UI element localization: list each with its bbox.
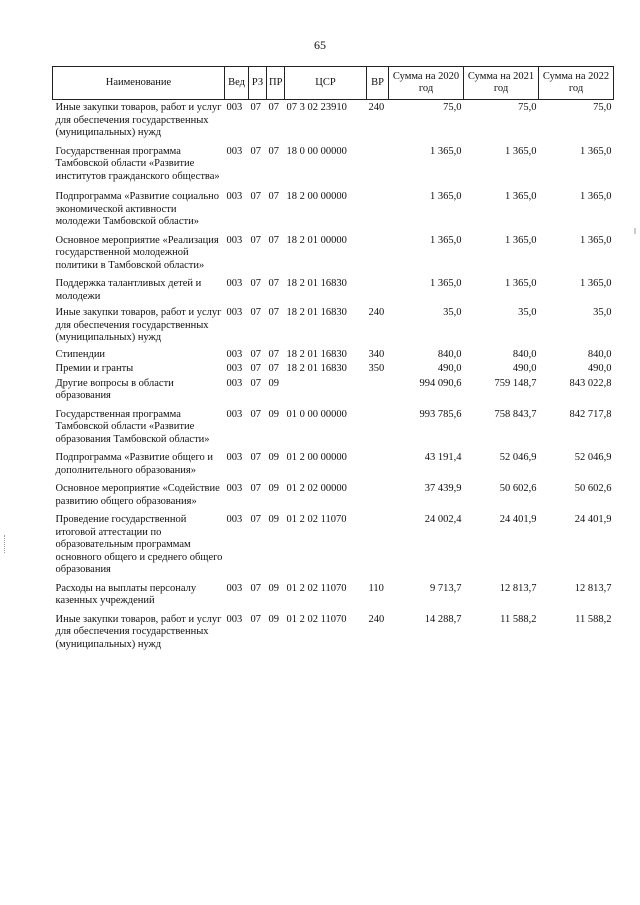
cell-sum-2022: 1 365,0 xyxy=(580,191,612,202)
header-pr: ПР xyxy=(267,67,285,100)
header-ved: Вед xyxy=(225,67,249,100)
cell-sum-2022: 24 401,9 xyxy=(574,514,612,525)
cell-name: Поддержка талантливых детей и молодежи xyxy=(55,278,202,302)
cell-rz: 07 xyxy=(250,408,261,420)
cell-sum-2020: 43 191,4 xyxy=(424,452,462,463)
table-row xyxy=(53,376,614,403)
cell-sum-2020: 75,0 xyxy=(443,102,462,113)
cell-sum-2021: 35,0 xyxy=(518,307,537,318)
cell-vr xyxy=(367,183,389,229)
cell-csr: 01 2 02 11070 xyxy=(286,582,347,594)
table-row xyxy=(53,477,614,508)
cell-vr xyxy=(367,229,389,273)
cell-csr: 01 0 00 00000 xyxy=(286,408,347,420)
cell-sum-2020: 490,0 xyxy=(437,363,462,374)
cell-rz: 07 xyxy=(250,145,261,157)
cell-name: Подпрограмма «Развитие социально экономической активности молодежи Тамбовской области» xyxy=(55,191,219,227)
cell-name: Иные закупки товаров, работ и услуг для обеспечения государственных (муниципальных) нужд xyxy=(55,307,222,343)
cell-pr: 09 xyxy=(268,408,279,420)
cell-sum-2020: 1 365,0 xyxy=(430,191,462,202)
cell-name: Государственная программа Тамбовской области «Развитие образования Тамбовской области» xyxy=(55,408,210,445)
cell-sum-2020: 14 288,7 xyxy=(424,613,462,625)
cell-csr: 01 2 02 11070 xyxy=(286,514,347,525)
cell-csr: 18 2 00 00000 xyxy=(286,191,347,202)
cell-sum-2022: 11 588,2 xyxy=(575,613,612,625)
table-row xyxy=(53,508,614,577)
cell-sum-2022: 1 365,0 xyxy=(580,145,612,157)
cell-sum-2020: 1 365,0 xyxy=(430,145,462,157)
cell-csr: 18 2 01 16830 xyxy=(286,348,347,360)
cell-sum-2021: 50 602,6 xyxy=(499,483,537,494)
cell-pr: 09 xyxy=(268,483,279,494)
cell-rz: 07 xyxy=(250,234,261,246)
cell-sum-2022: 52 046,9 xyxy=(574,452,612,463)
cell-sum-2020: 994 090,6 xyxy=(419,377,462,389)
cell-name: Подпрограмма «Развитие общего и дополнительного образования» xyxy=(55,452,214,476)
cell-sum-2021: 1 365,0 xyxy=(505,234,537,246)
table-row xyxy=(53,272,614,303)
cell-rz: 07 xyxy=(250,613,261,625)
cell-csr: 18 0 00 00000 xyxy=(286,145,347,157)
cell-sum-2021: 490,0 xyxy=(512,363,537,374)
cell-ved: 003 xyxy=(226,278,243,289)
cell-csr: 18 2 01 16830 xyxy=(286,307,347,318)
cell-name: Основное мероприятие «Реализация государственной молодежной политики в Тамбовской области» xyxy=(55,234,219,271)
table-row xyxy=(53,446,614,477)
cell-rz: 07 xyxy=(250,348,261,360)
cell-csr: 18 2 01 00000 xyxy=(286,234,347,246)
cell-pr: 09 xyxy=(268,613,279,625)
cell-vr: 240 xyxy=(368,102,385,113)
cell-ved: 003 xyxy=(226,452,243,463)
cell-ved: 003 xyxy=(226,408,243,420)
cell-name: Иные закупки товаров, работ и услуг для обеспечения государственных (муниципальных) нужд xyxy=(55,102,222,138)
cell-sum-2021: 24 401,9 xyxy=(499,514,537,525)
cell-vr: 340 xyxy=(368,348,385,360)
cell-sum-2022: 1 365,0 xyxy=(580,278,612,289)
cell-csr: 01 2 02 11070 xyxy=(286,613,347,625)
cell-ved: 003 xyxy=(226,363,243,374)
cell-ved: 003 xyxy=(226,348,243,360)
cell-vr xyxy=(367,403,389,447)
cell-sum-2021: 52 046,9 xyxy=(499,452,537,463)
cell-rz: 07 xyxy=(250,582,261,594)
cell-name: Государственная программа Тамбовской области «Развитие институтов гражданского общества» xyxy=(55,145,220,182)
cell-sum-2021: 75,0 xyxy=(518,102,537,113)
table-row xyxy=(53,403,614,447)
cell-sum-2022: 12 813,7 xyxy=(574,582,612,594)
cell-csr: 01 2 02 00000 xyxy=(286,483,347,494)
cell-name: Основное мероприятие «Содействие развитию общего образования» xyxy=(55,483,220,507)
table-header-row xyxy=(53,67,614,100)
header-vr: ВР xyxy=(367,67,389,100)
cell-ved: 003 xyxy=(226,191,243,202)
cell-sum-2022: 35,0 xyxy=(593,307,612,318)
header-sum-2022: Сумма на 2022 год xyxy=(539,67,614,100)
cell-sum-2022: 50 602,6 xyxy=(574,483,612,494)
margin-mark xyxy=(4,535,8,553)
cell-sum-2020: 993 785,6 xyxy=(419,408,462,420)
scan-artifact xyxy=(634,228,636,234)
cell-vr: 240 xyxy=(368,307,385,318)
cell-sum-2020: 35,0 xyxy=(443,307,462,318)
page-number: 65 xyxy=(314,38,326,52)
cell-pr: 07 xyxy=(268,278,279,289)
cell-sum-2021: 1 365,0 xyxy=(505,145,537,157)
cell-pr: 09 xyxy=(268,377,279,389)
cell-sum-2020: 840,0 xyxy=(437,348,462,360)
cell-ved: 003 xyxy=(226,613,243,625)
cell-name: Стипендии xyxy=(55,348,106,360)
cell-ved: 003 xyxy=(226,483,243,494)
cell-name: Другие вопросы в области образования xyxy=(55,377,174,401)
cell-rz: 07 xyxy=(250,307,261,318)
cell-vr xyxy=(367,376,389,403)
cell-ved: 003 xyxy=(226,307,243,318)
budget-table xyxy=(52,66,614,651)
cell-sum-2022: 842 717,8 xyxy=(569,408,612,420)
cell-sum-2021: 11 588,2 xyxy=(500,613,537,625)
cell-sum-2022: 75,0 xyxy=(593,102,612,113)
header-name: Наименование xyxy=(53,67,225,100)
cell-vr: 350 xyxy=(368,363,385,374)
header-sum-2021: Сумма на 2021 год xyxy=(464,67,539,100)
cell-name: Проведение государственной итоговой аттестации по образовательным программам основного общего и среднего общего образования xyxy=(55,514,223,575)
table-row xyxy=(53,345,614,362)
cell-sum-2022: 840,0 xyxy=(587,348,612,360)
cell-ved: 003 xyxy=(226,145,243,157)
cell-pr: 07 xyxy=(268,191,279,202)
cell-sum-2022: 490,0 xyxy=(587,363,612,374)
cell-sum-2020: 24 002,4 xyxy=(424,514,462,525)
cell-pr: 07 xyxy=(268,234,279,246)
cell-name: Премии и гранты xyxy=(55,363,134,374)
cell-sum-2021: 12 813,7 xyxy=(499,582,537,594)
cell-sum-2020: 1 365,0 xyxy=(430,234,462,246)
cell-sum-2021: 758 843,7 xyxy=(494,408,537,420)
cell-vr: 240 xyxy=(368,613,385,625)
cell-sum-2021: 1 365,0 xyxy=(505,191,537,202)
cell-pr: 07 xyxy=(268,363,279,374)
cell-rz: 07 xyxy=(250,377,261,389)
cell-vr xyxy=(367,477,389,508)
cell-csr: 18 2 01 16830 xyxy=(286,278,347,289)
cell-pr: 07 xyxy=(268,307,279,318)
cell-name: Иные закупки товаров, работ и услуг для обеспечения государственных (муниципальных) нужд xyxy=(55,613,222,650)
cell-rz: 07 xyxy=(250,514,261,525)
cell-sum-2020: 1 365,0 xyxy=(430,278,462,289)
cell-pr: 09 xyxy=(268,452,279,463)
cell-sum-2020: 9 713,7 xyxy=(430,582,462,594)
cell-sum-2022: 1 365,0 xyxy=(580,234,612,246)
cell-pr: 09 xyxy=(268,514,279,525)
table-row xyxy=(53,140,614,184)
header-sum-2020: Сумма на 2020 год xyxy=(389,67,464,100)
cell-sum-2021: 1 365,0 xyxy=(505,278,537,289)
cell-vr: 110 xyxy=(368,582,384,594)
cell-sum-2021: 759 148,7 xyxy=(494,377,537,389)
cell-pr: 07 xyxy=(268,145,279,157)
table-row xyxy=(53,361,614,376)
cell-pr: 09 xyxy=(268,582,279,594)
cell-vr xyxy=(367,272,389,303)
cell-rz: 07 xyxy=(250,363,261,374)
cell-pr: 07 xyxy=(268,348,279,360)
table-row xyxy=(53,229,614,273)
cell-rz: 07 xyxy=(250,102,261,113)
cell-rz: 07 xyxy=(250,191,261,202)
cell-sum-2021: 840,0 xyxy=(512,348,537,360)
cell-sum-2022: 843 022,8 xyxy=(569,377,612,389)
cell-pr: 07 xyxy=(268,102,279,113)
cell-name: Расходы на выплаты персоналу казенных учреждений xyxy=(55,582,197,606)
cell-rz: 07 xyxy=(250,278,261,289)
cell-vr xyxy=(367,508,389,577)
cell-ved: 003 xyxy=(226,582,243,594)
table-row xyxy=(53,183,614,229)
cell-rz: 07 xyxy=(250,452,261,463)
cell-csr xyxy=(285,376,367,403)
header-csr: ЦСР xyxy=(285,67,367,100)
cell-sum-2020: 37 439,9 xyxy=(424,483,462,494)
cell-ved: 003 xyxy=(226,102,243,113)
table-row xyxy=(53,577,614,608)
header-rz: РЗ xyxy=(249,67,267,100)
cell-csr: 07 3 02 23910 xyxy=(286,102,347,113)
cell-csr: 01 2 00 00000 xyxy=(286,452,347,463)
table-row xyxy=(53,100,614,140)
cell-ved: 003 xyxy=(226,514,243,525)
cell-vr xyxy=(367,140,389,184)
cell-csr: 18 2 01 16830 xyxy=(286,363,347,374)
table-row xyxy=(53,303,614,345)
cell-ved: 003 xyxy=(226,234,243,246)
cell-ved: 003 xyxy=(226,377,243,389)
cell-vr xyxy=(367,446,389,477)
table-row xyxy=(53,608,614,652)
cell-rz: 07 xyxy=(250,483,261,494)
